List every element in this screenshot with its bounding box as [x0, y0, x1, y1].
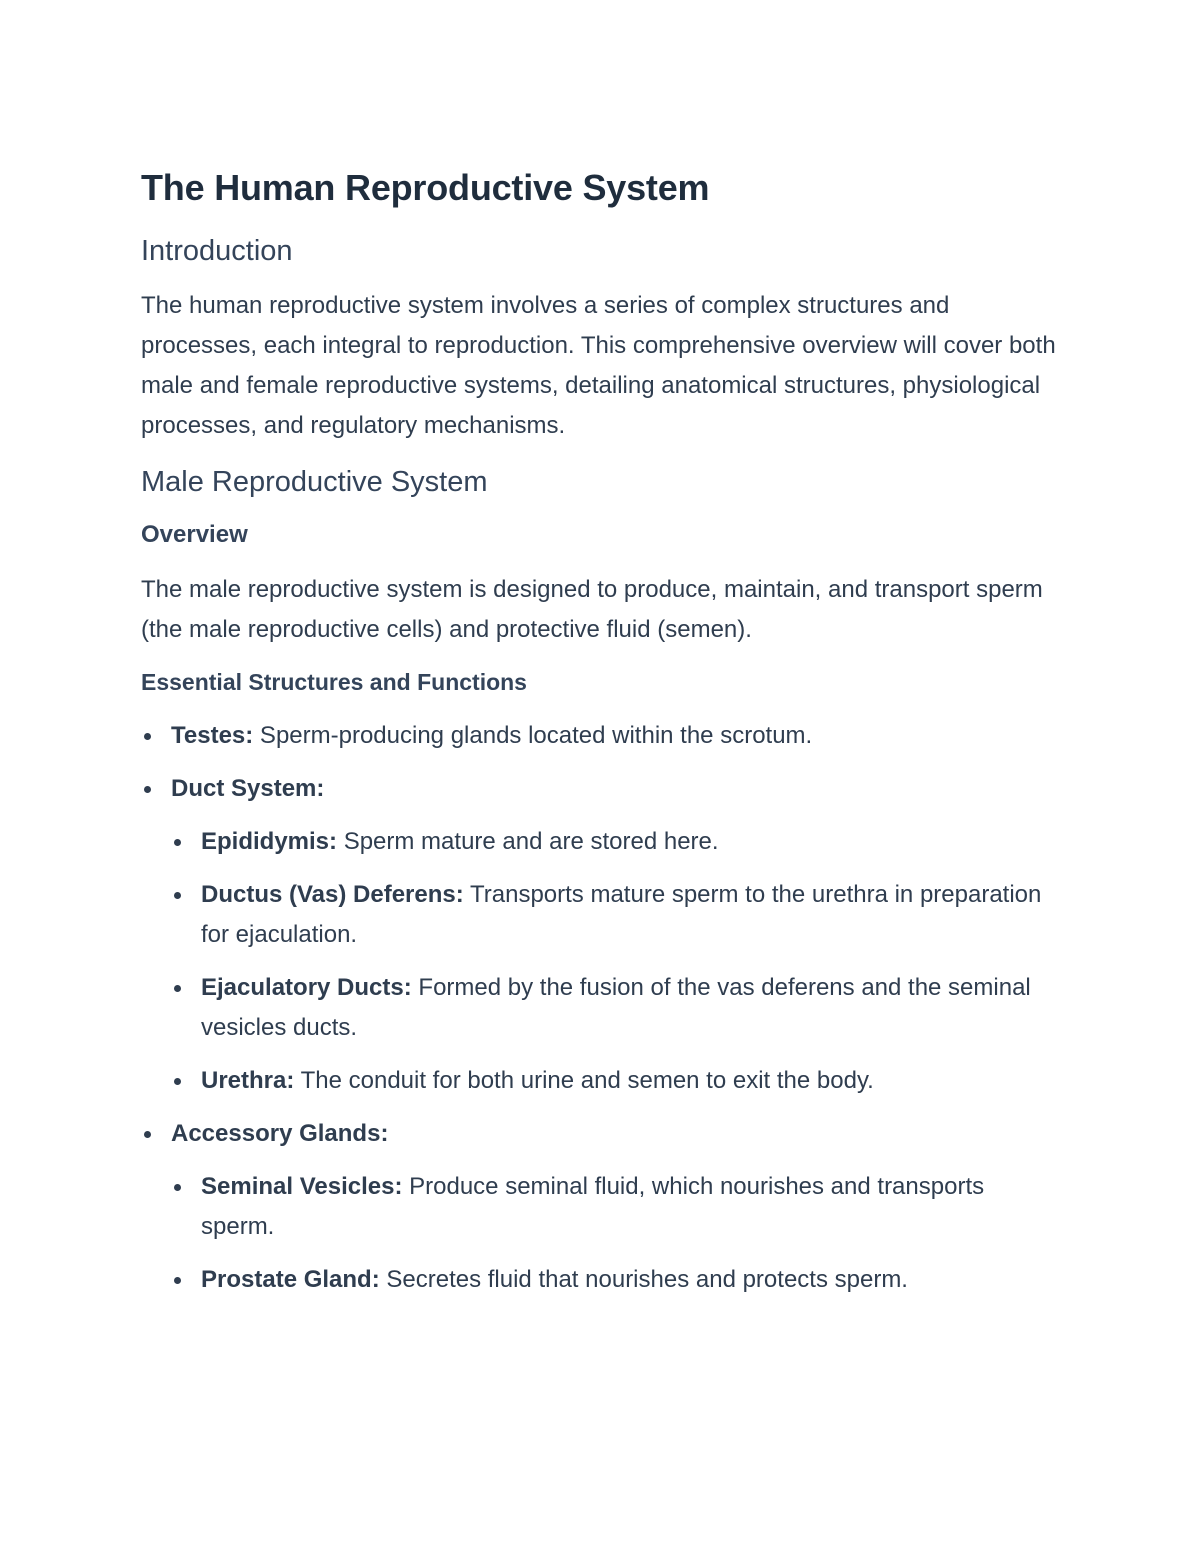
overview-paragraph: The male reproductive system is designed to produce, maintain, and transport sperm (the male reproductive cells) and protective fluid (semen). — [141, 576, 1043, 643]
list-item-term: Testes: — [171, 722, 254, 749]
list-item-term: Accessory Glands: — [171, 1120, 389, 1147]
list-item-seminal-vesicles — [171, 1167, 1061, 1247]
structures-heading: Essential Structures and Functions — [141, 669, 527, 695]
list-item-term: Epididymis: — [201, 828, 338, 855]
list-item-urethra — [171, 1061, 1061, 1101]
list-item-desc: Secretes fluid that nourishes and protects sperm. — [379, 1266, 908, 1293]
bullet-icon — [174, 985, 181, 992]
list-item-accessory-glands — [141, 1114, 1061, 1300]
list-item-term: Duct System: — [171, 775, 325, 802]
list-item-ejaculatory-ducts — [171, 968, 1061, 1048]
bullet-icon — [144, 786, 151, 793]
male-system-heading: Male Reproductive System — [141, 466, 488, 498]
list-item-term: Ejaculatory Ducts: — [201, 974, 412, 1001]
accessory-glands-sublist — [171, 1167, 1061, 1300]
overview-heading: Overview — [141, 521, 248, 548]
introduction-heading: Introduction — [141, 235, 293, 267]
list-item-prostate-gland — [171, 1260, 1061, 1300]
page-title: The Human Reproductive System — [141, 167, 710, 208]
list-item-duct-system — [141, 769, 1061, 1101]
bullet-icon — [174, 1184, 181, 1191]
bullet-icon — [144, 733, 151, 740]
bullet-icon — [174, 839, 181, 846]
list-item-ductus-deferens — [171, 875, 1061, 955]
structures-list — [141, 716, 1061, 1300]
list-item-desc: Sperm-producing glands located within the scrotum. — [253, 722, 813, 749]
bullet-icon — [144, 1131, 151, 1138]
list-item-epididymis — [171, 822, 1061, 862]
document-page — [141, 166, 1061, 1300]
list-item-testes — [141, 716, 1061, 756]
bullet-icon — [174, 1078, 181, 1085]
list-item-term: Urethra: — [201, 1067, 295, 1094]
list-item-desc: Transports mature sperm to the urethra in preparation for ejaculation. — [201, 881, 1042, 948]
list-item-desc: Formed by the fusion of the vas deferens and the seminal vesicles ducts. — [201, 974, 1031, 1041]
list-item-desc: The conduit for both urine and semen to exit the body. — [294, 1067, 874, 1094]
list-item-term: Seminal Vesicles: — [201, 1173, 403, 1200]
bullet-icon — [174, 1277, 181, 1284]
list-item-desc: Produce seminal fluid, which nourishes and transports sperm. — [201, 1173, 985, 1240]
list-item-term: Ductus (Vas) Deferens: — [201, 881, 464, 908]
bullet-icon — [174, 892, 181, 899]
list-item-desc: Sperm mature and are stored here. — [337, 828, 719, 855]
introduction-paragraph: The human reproductive system involves a series of complex structures and processes, each integral to reproduction. This comprehensive overview will cover both male and female reproductive systems, detailing anatomical structures, physiological processes, and regulatory mechanisms. — [141, 292, 1056, 439]
list-item-term: Prostate Gland: — [201, 1266, 380, 1293]
duct-system-sublist — [171, 822, 1061, 1101]
